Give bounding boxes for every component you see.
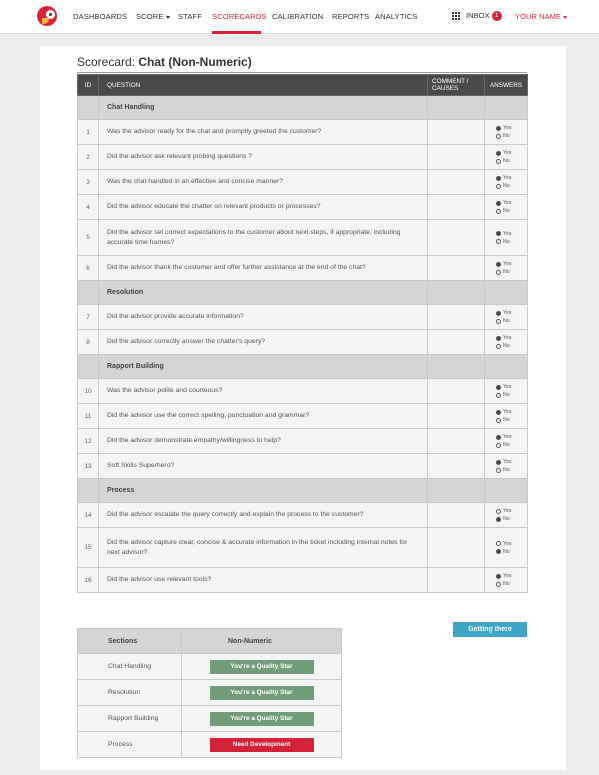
question-text: Did the advisor provide accurate information? <box>99 305 428 330</box>
comment-cell[interactable] <box>428 170 485 195</box>
no-label: No <box>503 548 510 555</box>
app-logo-icon[interactable] <box>37 6 57 26</box>
nav-item-label: DASHBOARDS <box>73 12 128 21</box>
radio-unselected-icon <box>496 270 501 275</box>
title-divider <box>77 72 527 73</box>
comment-cell[interactable] <box>428 429 485 454</box>
question-id: 3 <box>78 170 99 195</box>
nav-item-label: REPORTS <box>332 12 370 21</box>
no-label: No <box>503 343 510 349</box>
yes-label: Yes <box>503 409 512 415</box>
radio-unselected-icon <box>496 541 501 546</box>
yes-radio[interactable] <box>496 572 527 580</box>
question-id: 10 <box>78 379 99 404</box>
section-comment-cell <box>428 355 485 379</box>
section-comment-cell <box>428 96 485 120</box>
answer-cell <box>485 404 528 429</box>
section-id-cell <box>78 479 99 503</box>
no-radio[interactable] <box>496 466 527 474</box>
no-label: No <box>503 133 510 139</box>
question-text: Was the advisor ready for the chat and promptly greeted the customer? <box>99 120 428 145</box>
answer-cell <box>485 170 528 195</box>
summary-section-name: Process <box>78 732 182 758</box>
no-label: No <box>503 318 510 324</box>
answer-cell <box>485 429 528 454</box>
radio-unselected-icon <box>496 509 501 514</box>
comment-cell[interactable] <box>428 195 485 220</box>
question-text: Did the advisor correctly answer the chatter's query? <box>99 330 428 355</box>
table-row <box>78 195 528 220</box>
radio-unselected-icon <box>496 344 501 349</box>
no-radio[interactable] <box>496 268 527 276</box>
radio-selected-icon <box>496 574 501 579</box>
table-row <box>78 568 528 593</box>
question-text: Soft Skills Superhero? <box>99 454 428 479</box>
status-badge: You're a Quality Star <box>210 686 314 700</box>
no-radio[interactable] <box>496 548 527 556</box>
answer-cell <box>485 528 528 568</box>
radio-unselected-icon <box>496 393 501 398</box>
section-id-cell <box>78 281 99 305</box>
table-row <box>78 170 528 195</box>
section-row <box>78 281 528 305</box>
section-answer-cell <box>485 281 528 305</box>
radio-unselected-icon <box>496 159 501 164</box>
radio-selected-icon <box>496 201 501 206</box>
radio-selected-icon <box>496 410 501 415</box>
radio-selected-icon <box>496 385 501 390</box>
comment-cell[interactable] <box>428 568 485 593</box>
answer-cell <box>485 195 528 220</box>
summary-row <box>78 706 342 732</box>
question-id: 6 <box>78 256 99 281</box>
nav-item-reports[interactable] <box>332 12 369 21</box>
nav-item-score[interactable] <box>136 12 170 21</box>
no-label: No <box>503 238 510 245</box>
radio-selected-icon <box>496 549 501 554</box>
yes-label: Yes <box>503 150 512 156</box>
comment-cell[interactable] <box>428 503 485 528</box>
question-text: Did the advisor ask relevant probing questions ? <box>99 145 428 170</box>
answer-cell <box>485 503 528 528</box>
no-radio[interactable] <box>496 580 527 588</box>
yes-label: Yes <box>503 573 512 579</box>
comment-cell[interactable] <box>428 305 485 330</box>
table-row <box>78 120 528 145</box>
status-badge: Need Development <box>210 738 314 752</box>
summary-row <box>78 680 342 706</box>
summary-section-name: Chat Handling <box>78 654 182 680</box>
summary-header-sections: Sections <box>78 629 182 654</box>
comment-cell[interactable] <box>428 120 485 145</box>
yes-label: Yes <box>503 175 512 181</box>
yes-radio[interactable] <box>496 540 527 548</box>
yes-radio[interactable] <box>496 458 527 466</box>
yes-label: Yes <box>503 230 512 237</box>
comment-cell[interactable] <box>428 330 485 355</box>
yes-radio[interactable] <box>496 383 527 391</box>
section-row <box>78 355 528 379</box>
question-text: Did the advisor escalate the query correctly and explain the process to the customer? <box>99 503 428 528</box>
question-text: Did the advisor capture clear, concise & accurate information in the ticket including internal notes for next advisor? <box>99 528 428 568</box>
yes-radio[interactable] <box>496 309 527 317</box>
radio-unselected-icon <box>496 134 501 139</box>
table-row <box>78 379 528 404</box>
yes-radio[interactable] <box>496 507 527 515</box>
section-row <box>78 479 528 503</box>
nav-item-dashboards[interactable] <box>73 12 127 21</box>
nav-item-staff[interactable] <box>178 12 202 21</box>
inbox-label: INBOX <box>466 11 490 20</box>
column-header-question: QUESTION <box>99 75 428 96</box>
answer-cell <box>485 220 528 256</box>
table-row <box>78 220 528 256</box>
section-name: Rapport Building <box>99 355 428 379</box>
yes-label: Yes <box>503 261 512 267</box>
column-header-answers: ANSWERS <box>485 75 528 96</box>
question-id: 1 <box>78 120 99 145</box>
summary-section-name: Rapport Building <box>78 706 182 732</box>
question-text: Was the advisor polite and courteous? <box>99 379 428 404</box>
yes-label: Yes <box>503 200 512 206</box>
comment-cell[interactable] <box>428 528 485 568</box>
question-id: 8 <box>78 330 99 355</box>
table-row <box>78 503 528 528</box>
no-radio[interactable] <box>496 416 527 424</box>
yes-radio[interactable] <box>496 199 527 207</box>
table-header-row <box>78 75 528 96</box>
question-id: 14 <box>78 503 99 528</box>
section-answer-cell <box>485 479 528 503</box>
yes-label: Yes <box>503 540 512 547</box>
no-label: No <box>503 467 510 473</box>
no-radio[interactable] <box>496 342 527 350</box>
yes-label: Yes <box>503 335 512 341</box>
status-badge: You're a Quality Star <box>210 712 314 726</box>
table-row <box>78 429 528 454</box>
yes-radio[interactable] <box>496 149 527 157</box>
comment-cell[interactable] <box>428 256 485 281</box>
comment-cell[interactable] <box>428 220 485 256</box>
question-text: Did the advisor use relevant tools? <box>99 568 428 593</box>
no-label: No <box>503 417 510 423</box>
summary-header-result: Non-Numeric <box>182 629 342 654</box>
radio-selected-icon <box>496 311 501 316</box>
yes-label: Yes <box>503 459 512 465</box>
apps-grid-icon[interactable] <box>452 12 460 20</box>
no-radio[interactable] <box>496 182 527 190</box>
radio-selected-icon <box>496 151 501 156</box>
radio-unselected-icon <box>496 418 501 423</box>
summary-result-cell <box>182 706 342 732</box>
yes-label: Yes <box>503 508 512 514</box>
radio-unselected-icon <box>496 582 501 587</box>
comment-cell[interactable] <box>428 454 485 479</box>
answer-cell <box>485 379 528 404</box>
table-row <box>78 305 528 330</box>
no-radio[interactable] <box>496 207 527 215</box>
summary-result-cell <box>182 680 342 706</box>
yes-label: Yes <box>503 434 512 440</box>
question-text: Did the advisor demonstrate empathy/willingness to help? <box>99 429 428 454</box>
question-id: 5 <box>78 220 99 256</box>
summary-row <box>78 654 342 680</box>
yes-radio[interactable] <box>496 260 527 268</box>
table-row <box>78 256 528 281</box>
top-navigation-bar <box>0 0 599 34</box>
summary-header-row <box>78 629 342 654</box>
comment-cell[interactable] <box>428 404 485 429</box>
radio-selected-icon <box>496 336 501 341</box>
question-id: 16 <box>78 568 99 593</box>
section-comment-cell <box>428 281 485 305</box>
no-radio[interactable] <box>496 441 527 449</box>
answer-cell <box>485 120 528 145</box>
yes-radio[interactable] <box>496 174 527 182</box>
yes-label: Yes <box>503 310 512 316</box>
radio-selected-icon <box>496 231 501 236</box>
radio-selected-icon <box>496 176 501 181</box>
no-radio[interactable] <box>496 157 527 165</box>
section-name: Chat Handling <box>99 96 428 120</box>
section-answer-cell <box>485 96 528 120</box>
nav-item-label: CALIBRATION <box>272 12 324 21</box>
section-id-cell <box>78 96 99 120</box>
answer-cell <box>485 454 528 479</box>
table-row <box>78 330 528 355</box>
nav-item-label: SCORECARDS <box>212 12 267 21</box>
yes-radio[interactable] <box>496 334 527 342</box>
user-menu[interactable] <box>515 12 567 21</box>
question-text: Did the advisor set correct expectations to the customer about next steps, if appropriate, including accurate time frames? <box>99 220 428 256</box>
question-id: 12 <box>78 429 99 454</box>
radio-unselected-icon <box>496 239 501 244</box>
summary-result-cell <box>182 732 342 758</box>
answer-cell <box>485 145 528 170</box>
table-row <box>78 145 528 170</box>
no-radio[interactable] <box>496 317 527 325</box>
no-label: No <box>503 516 510 522</box>
no-label: No <box>503 392 510 398</box>
summary-result-cell <box>182 654 342 680</box>
question-text: Did the advisor thank the customer and offer further assistance at the end of the chat? <box>99 256 428 281</box>
no-radio[interactable] <box>496 391 527 399</box>
comment-cell[interactable] <box>428 379 485 404</box>
table-row <box>78 404 528 429</box>
question-id: 11 <box>78 404 99 429</box>
inbox-count-badge: 1 <box>492 11 502 21</box>
section-name: Resolution <box>99 281 428 305</box>
section-row <box>78 96 528 120</box>
question-text: Was the chat handled in an effective and concise manner? <box>99 170 428 195</box>
column-header-id: ID <box>78 75 99 96</box>
yes-radio[interactable] <box>496 408 527 416</box>
radio-unselected-icon <box>496 443 501 448</box>
nav-item-label: ANALYTICS <box>375 12 418 21</box>
chevron-down-icon <box>563 16 567 19</box>
yes-radio[interactable] <box>496 230 527 238</box>
section-name: Process <box>99 479 428 503</box>
page-title-prefix: Scorecard: <box>77 55 139 69</box>
section-comment-cell <box>428 479 485 503</box>
radio-unselected-icon <box>496 184 501 189</box>
no-label: No <box>503 581 510 587</box>
no-label: No <box>503 442 510 448</box>
question-text: Did the advisor use the correct spelling, punctuation and grammar? <box>99 404 428 429</box>
answer-cell <box>485 330 528 355</box>
scorecard-name: Chat (Non-Numeric) <box>138 55 252 69</box>
radio-selected-icon <box>496 517 501 522</box>
no-label: No <box>503 158 510 164</box>
radio-unselected-icon <box>496 468 501 473</box>
question-id: 13 <box>78 454 99 479</box>
question-text: Did the advisor educate the chatter on relevant products or processes? <box>99 195 428 220</box>
radio-selected-icon <box>496 262 501 267</box>
radio-selected-icon <box>496 435 501 440</box>
section-id-cell <box>78 355 99 379</box>
radio-selected-icon <box>496 460 501 465</box>
chevron-down-icon <box>166 16 170 19</box>
summary-row <box>78 732 342 758</box>
yes-label: Yes <box>503 384 512 390</box>
question-id: 2 <box>78 145 99 170</box>
inbox-link[interactable] <box>466 11 502 21</box>
summary-table <box>77 628 342 758</box>
no-label: No <box>503 183 510 189</box>
table-row <box>78 528 528 568</box>
status-badge: You're a Quality Star <box>210 660 314 674</box>
yes-label: Yes <box>503 125 512 131</box>
no-radio[interactable] <box>496 132 527 140</box>
nav-item-calibration[interactable] <box>272 12 323 21</box>
radio-unselected-icon <box>496 319 501 324</box>
nav-item-label: SCORE <box>136 12 164 21</box>
nav-item-scorecards[interactable] <box>212 12 267 21</box>
yes-radio[interactable] <box>496 433 527 441</box>
radio-selected-icon <box>496 126 501 131</box>
question-id: 4 <box>78 195 99 220</box>
column-header-comment: COMMENT / CAUSES <box>428 75 485 96</box>
no-radio[interactable] <box>496 238 527 246</box>
summary-section-name: Resolution <box>78 680 182 706</box>
page-title <box>77 55 252 69</box>
no-label: No <box>503 269 510 275</box>
question-id: 15 <box>78 528 99 568</box>
no-label: No <box>503 208 510 214</box>
answer-cell <box>485 305 528 330</box>
nav-item-analytics[interactable] <box>375 12 418 21</box>
nav-item-label: STAFF <box>178 12 202 21</box>
answer-cell <box>485 568 528 593</box>
no-radio[interactable] <box>496 515 527 523</box>
answer-cell <box>485 256 528 281</box>
radio-unselected-icon <box>496 209 501 214</box>
section-answer-cell <box>485 355 528 379</box>
getting-there-button[interactable]: Getting there <box>453 622 527 637</box>
yes-radio[interactable] <box>496 124 527 132</box>
scorecard-table <box>77 74 528 593</box>
table-row <box>78 454 528 479</box>
user-name-label: YOUR NAME <box>515 12 561 21</box>
active-tab-indicator <box>212 31 261 34</box>
question-id: 7 <box>78 305 99 330</box>
comment-cell[interactable] <box>428 145 485 170</box>
